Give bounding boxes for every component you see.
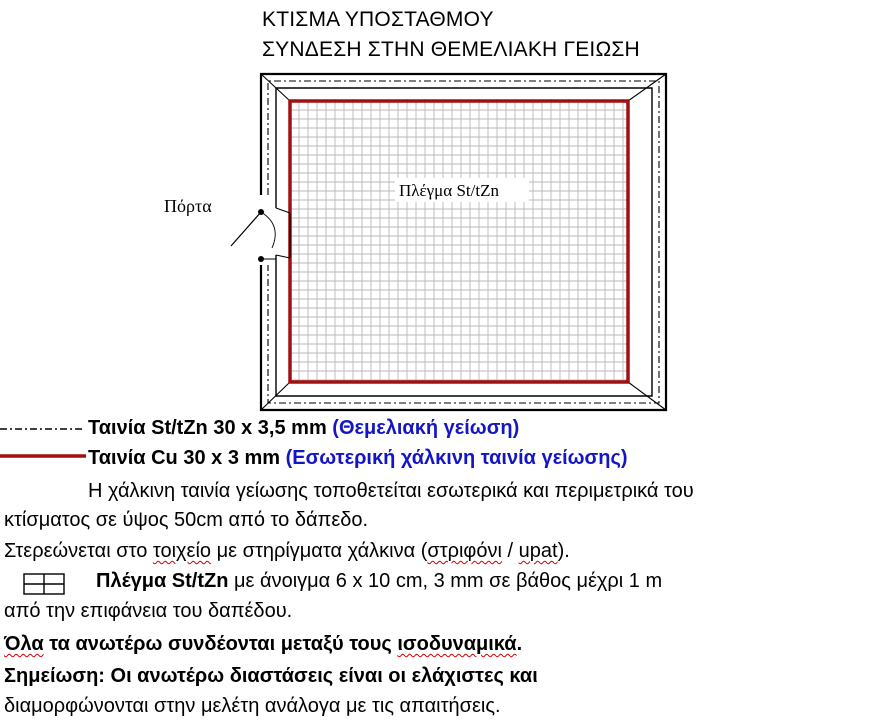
fixing-text-a: Στερεώνεται στο	[4, 540, 153, 562]
fixing-text-e: /	[501, 540, 519, 562]
legend-foundation-label: Ταινία St/tZn 30 x 3,5 mm	[88, 417, 327, 439]
legend-copper-note: (Εσωτερική χάλκινη ταινία γείωσης)	[285, 447, 628, 469]
door-leaf	[231, 212, 261, 246]
equipotential-text-c: ισοδυναμικά	[397, 633, 517, 655]
copper-text-line-2: κτίσματος σε ύψος 50cm από το δάπεδο.	[4, 509, 369, 531]
legend-item-foundation	[88, 417, 519, 440]
mesh-legend-icon	[24, 574, 64, 594]
mesh-text-line-1	[96, 570, 662, 593]
legend-copper-label: Ταινία Cu 30 x 3 mm	[88, 447, 281, 469]
door-swing-arc	[261, 212, 275, 248]
foundation-earthing-strip	[268, 81, 659, 403]
mesh-grid	[290, 101, 628, 382]
fixing-text	[4, 540, 570, 563]
mesh-label: Πλέγμα St/tZn	[399, 181, 499, 200]
door-jamb-top	[276, 208, 290, 213]
door-hinge-dot	[258, 209, 264, 215]
equipotential-text-a: Όλα	[4, 633, 44, 655]
fixing-text-f: upat	[518, 540, 558, 562]
legend-foundation-note: (Θεμελιακή γείωση)	[332, 417, 520, 439]
door-jamb-bottom	[276, 255, 290, 258]
mesh-text-bold: Πλέγμα St/tZn	[96, 570, 229, 592]
equipotential-text	[4, 633, 522, 656]
mesh-text-line-2: από την επιφάνεια του δαπέδου.	[4, 600, 293, 622]
equipotential-text-b: τα ανωτέρω συνδέονται μεταξύ τους	[43, 633, 398, 655]
mesh-text-rest: με άνοιγμα 6 x 10 cm, 3 mm σε βάθος μέχρι 1 m	[228, 570, 663, 592]
legend-item-copper	[88, 447, 628, 470]
title-line-2: ΣΥΝΔΕΣΗ ΣΤΗΝ ΘΕΜΕΛΙΑΚΗ ΓΕΙΩΣΗ	[262, 38, 640, 61]
door-label: Πόρτα	[164, 196, 212, 216]
fixing-text-b: τοιχείο	[152, 540, 212, 562]
copper-text-line-1: Η χάλκινη ταινία γείωσης τοποθετείται εσωτερικά και περιμετρικά του	[88, 480, 694, 502]
fixing-text-c: με στηρίγματα χάλκινα (	[211, 540, 428, 562]
note-text-line-1: Σημείωση: Οι ανωτέρω διαστάσεις είναι οι ελάχιστες και	[4, 665, 538, 687]
equipotential-text-d: .	[516, 633, 523, 655]
note-text-line-2: διαμορφώνονται στην μελέτη ανάλογα με τις απαιτήσεις.	[4, 695, 501, 717]
fixing-text-g: ).	[557, 540, 570, 562]
title-line-1: ΚΤΙΣΜΑ ΥΠΟΣΤΑΘΜΟΥ	[262, 8, 494, 31]
copper-earthing-strip	[290, 101, 628, 382]
fixing-text-d: στριφόνι	[427, 540, 502, 562]
